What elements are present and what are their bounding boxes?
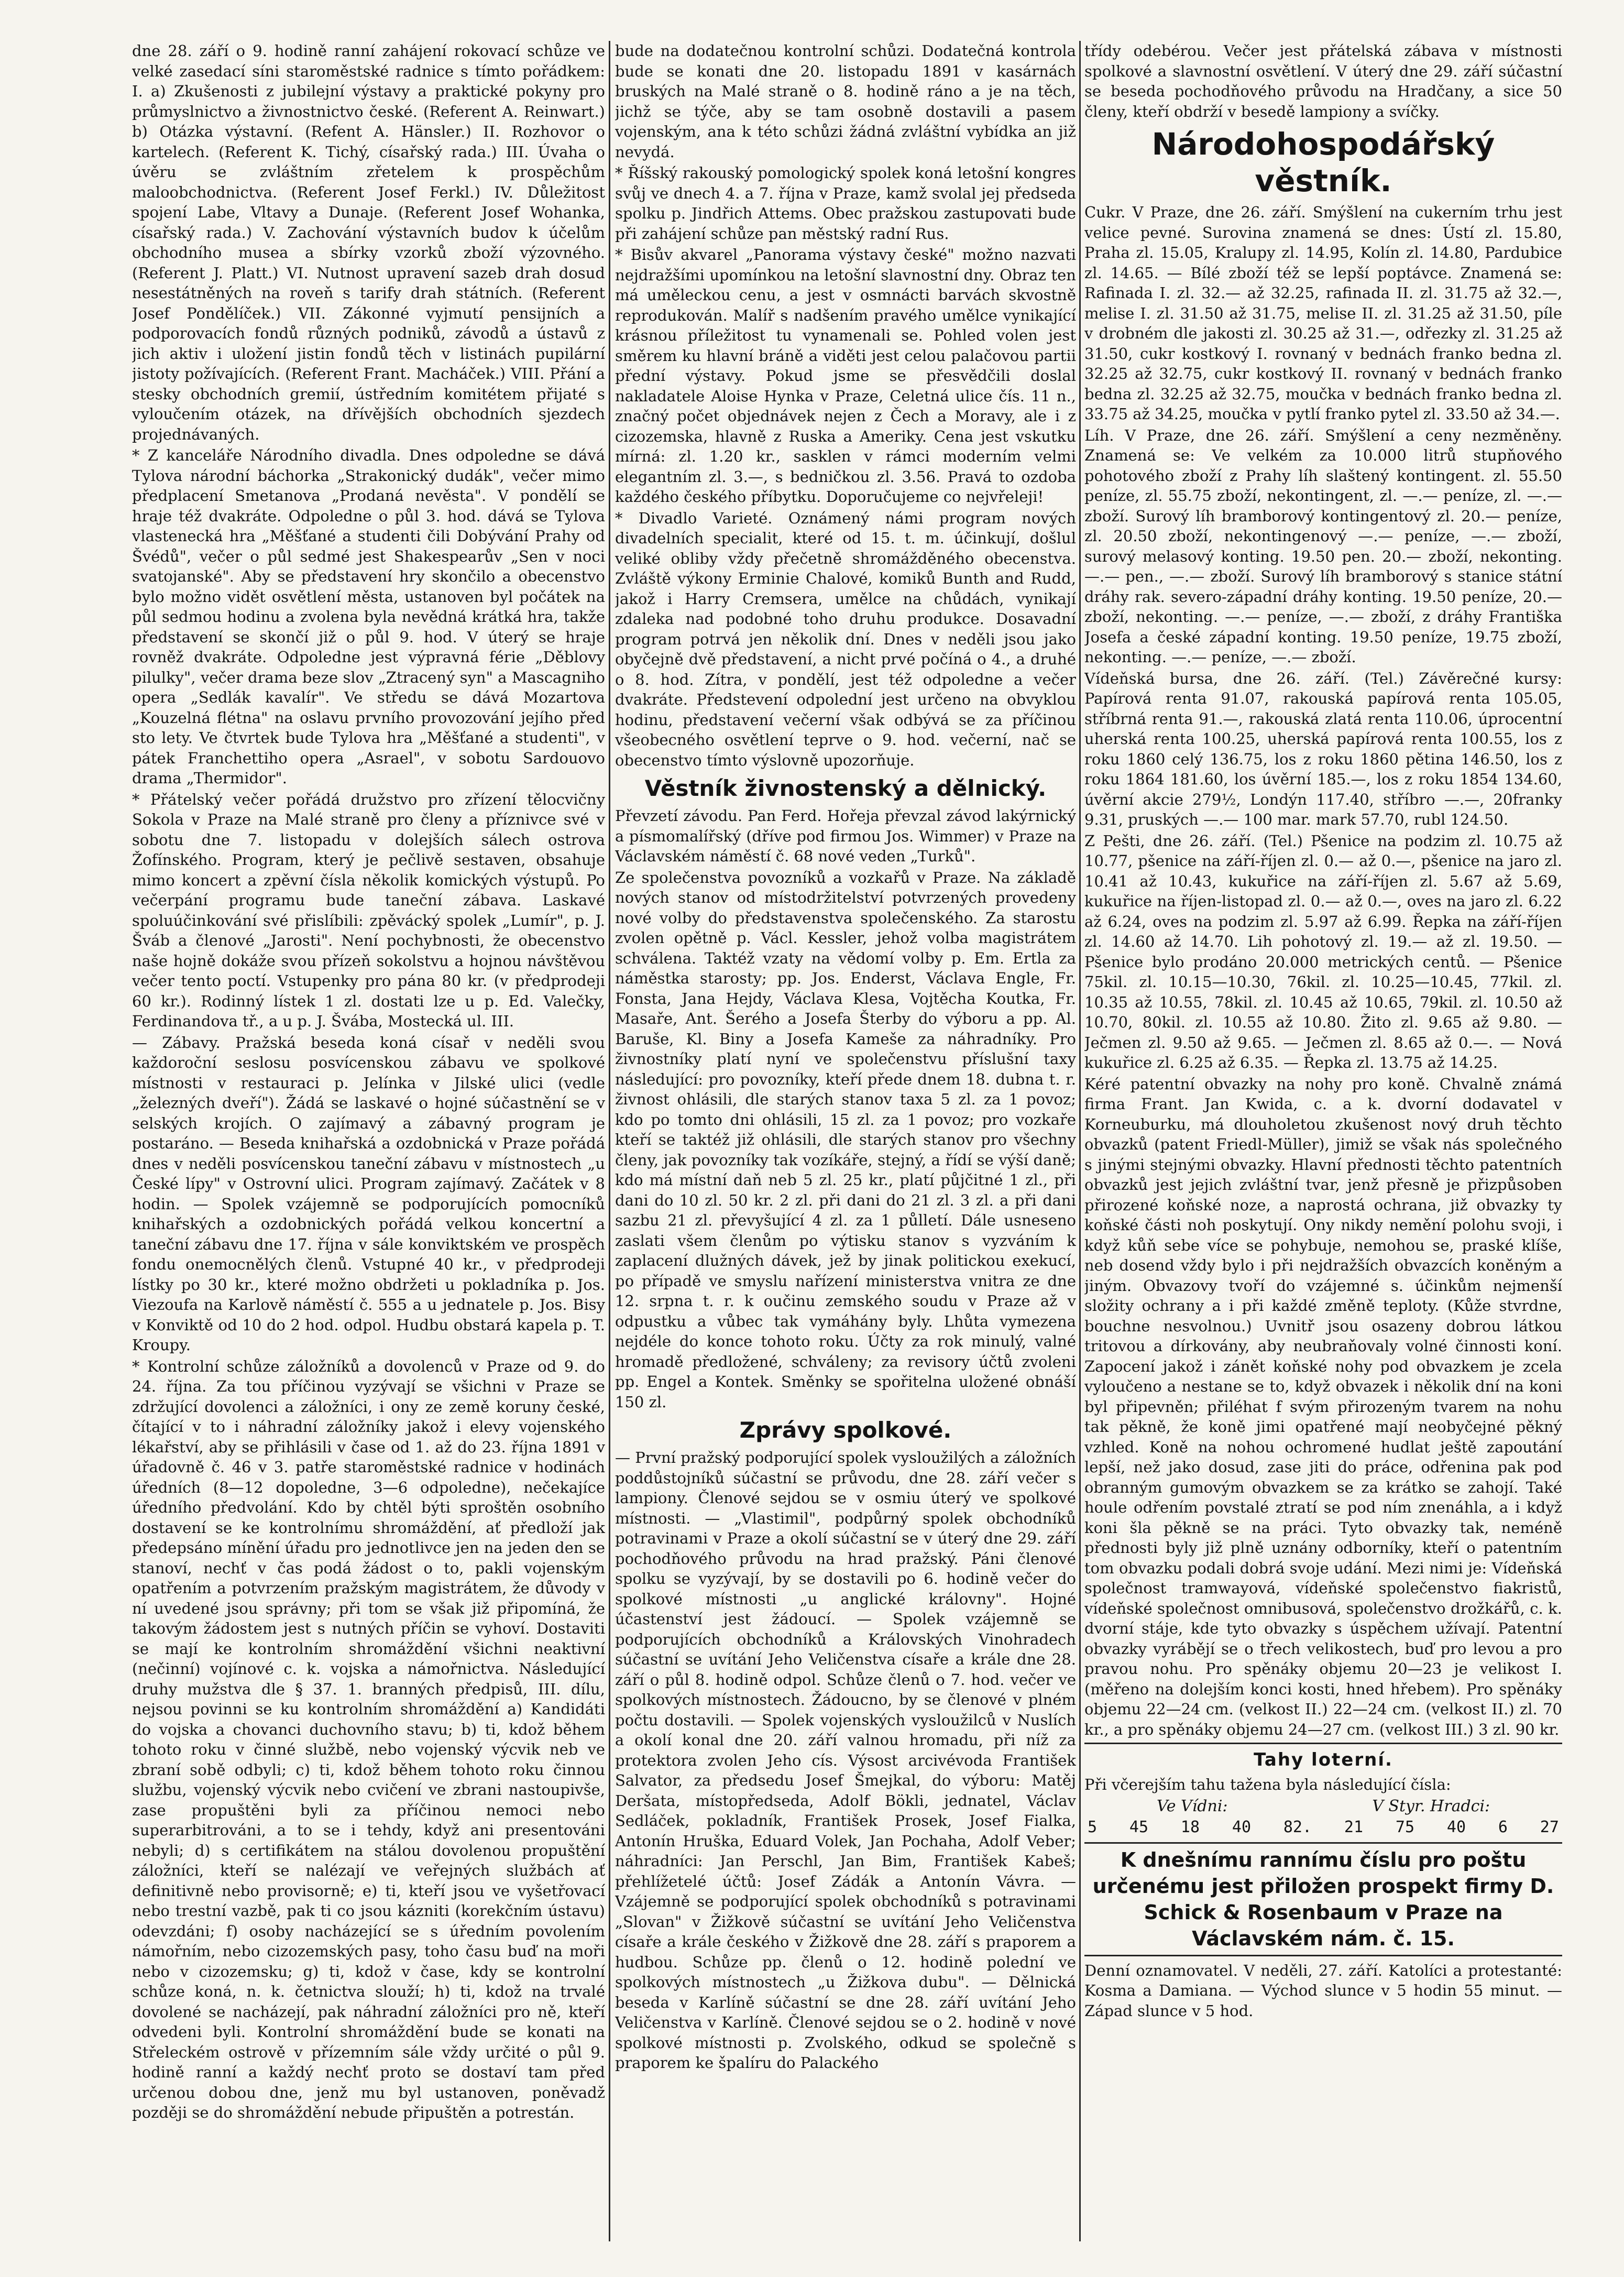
lottery-number: 40 — [1232, 1818, 1252, 1836]
article-paragraph: * Bisův akvarel „Panorama výstavy české" možno nazvati nejdražšími upomínkou na letošní slavnostní dny. Obraz ten má uměleckou cenu, a jest v osmnácti barvách skvostně reprodukován. Malíř s nadšením pravého umělce vynikající krásnou příležitost tu vynamenali se. Pohled volen jest směrem ku hlavní bráně a viděti jest celou palačovou partii přední výstavy. Pokud jsme se přesvědčili doslal nakladatele Aloise Hynka v Praze, Celetná ulice čís. 11 n., značný počet objednávek nejen z Čech a Moravy, ale i z cizozemska, hlavně z Ruska a Ameriky. Cena jest vskutku mírná: zl. 1.20 kr., sasklen v rámci moderním velmi elegantním zl. 3.—, s bedničkou zl. 3.56. Pravá to ozdoba každého českého příbytku. Doporučujeme co nejvřeleji! — [615, 246, 1076, 506]
lottery-number: 5 — [1088, 1818, 1098, 1836]
lottery-number: 82. — [1283, 1818, 1312, 1836]
column-rule — [1079, 41, 1081, 2241]
article-paragraph: — Zábavy. Pražská beseda koná císař v neděli svou každoroční seslosu posvícenskou zábavu ve spolkové místnosti v restauraci p. Jelínka v Jilské ulici (vedle „železných dveří"). Žádá se laskavé o hojné súčastnění se v selských krojích. O zajímavý a zábavný program je postaráno. — Beseda knihařská a ozdobnická v Praze pořádá dnes v neděli posvícenskou taneční zábavu v místnostech „u České lípy" v Ostrovní ulici. Program zajímavý. Začátek v 8 hodin. — Spolek vzájemně se podporujících pomocníků knihařských a ozdobnických pořádá velkou koncertní a taneční zábavu dne 17. října v sále konviktském ve prospěch fondu onemocnělých členů. Vstupné 40 kr., v předprodeji lístky po 30 kr., které možno obdržeti u pokladníka p. Jos. Viezoufa na Karlově náměstí č. 555 a u jednatele p. Jos. Bisy v Konviktě od 10 do 2 hod. odpol. Hudbu obstará kapela p. T. Kroupy. — [132, 1033, 605, 1354]
lottery-places — [1084, 1796, 1562, 1817]
article-paragraph: Ze společenstva povozníků a vozkařů v Praze. Na základě nových stanov od místodržitelství potvrzených provedeny nové volby do představenstva společenského. Za starostu zvolen opětně p. Václ. Kessler, jehož volba magistrátem schválena. Taktéž vzaty na vědomí volby p. Em. Ertla za náměstka starosty; pp. Jos. Enderst, Václava Engle, Fr. Fonsta, Jana Hejdy, Václava Klesa, Vojtěcha Koutka, Fr. Masaře, Ant. Šerého a Josefa Šterby do výboru a pp. Al. Baruše, Kl. Biny a Josefa Kameše za náhradníky. Pro živnostníky platí nyní ve společenstvu příslušní taxy následující: pro povozníky, kteří přede dnem 18. dubna t. r. živnost ohlásili, dle starých stanov taxa 5 zl. za 1 povoz; kdo po tomto dni ohlásili, 15 zl. za 1 povoz; pro vozkaře kteří se taktéž již ohlásili, dle starých stanov pro všechny členy, jak povozníky tak vozíkáře, stejný, a řídí se výší daně; kdo má místní daň neb 5 zl. 25 kr., platí půjčitné 1 zl., při dani do 10 zl. 50 kr. 2 zl. při dani do 21 zl. 3 zl. a při dani sazbu 21 zl. převyšující 4 zl. za 1 půlletí. Dále usneseno zaslati všem členům po výtisku stanov s vyzváním k zaplacení dlužných dávek, jež by jinak politickou exekucí, po případě ve smyslu nařízení ministerstva vnitra ze dne 12. srpna t. r. k oučinu zemského soudu v Praze až v odpustku a vůbec tak vymáhány byly. Lhůta vymezena nejdéle do konce tohoto roku. Účty za rok minulý, valné hromadě předložené, schváleny; za revisory účtů zvoleni pp. Engel a Kontek. Směnky se spořitelna uložené obnáší 150 zl. — [615, 868, 1076, 1411]
article-paragraph: — První pražský podporující spolek vysloužilých a záložních poddůstojníků súčastní se průvodu, dne 28. září večer s lampiony. Členové sejdou se v osmiu úterý ve spolkové místnosti. — „Vlastimil", podpůrný spolek obchodníků potravinami v Praze a okolí súčastní se v úterý dne 29. září pochodňového průvodu na hrad pražský. Páni členové spolku se vyzývají, by se dostavili po 6. hodině večer do spolkové místnosti „u anglické královny". Hojné účastenství jest žádoucí. — Spolek vzájemně se podporujících obchodníků a Královských Vinohradech súčastní se uvítání Jeho Veličenstva císaře a krále dne 28. září o půl 8. hodině odpol. Schůze členů o 7. hod. večer ve spolkových místnostech. Žádoucno, by se členové v plném počtu dostavili. — Spolek vojenských vysloužilců v Nuslích a okolí konal dne 20. září valnou hromadu, při níž za protektora zvolen Jeho cís. Výsost arcivévoda František Salvator, za předsedu Josef Šmejkal, do výboru: Matěj Deršata, místopředseda, Adolf Bökli, jednatel, Václav Sedláček, pokladník, František Prosek, Josef Fialka, Antonín Hruška, Eduard Volek, Jan Pochaha, Adolf Veber; náhradníci: Jan Perschl, Jan Bim, František Kabeš; přehlížetelé účtů: Josef Zádák a Antonín Vávra. — Vzájemně se podporující spolek obchodníků s potravinami „Slovan" v Žižkově súčastní se uvítání Jeho Veličenstva císaře a krále českého v Žižkově dne 28. září s praporem a hudbou. Schůze pp. členů o 12. hodině polední ve spolkových místnostech „u Žižkova dubu". — Dělnická beseda v Karlíně súčastní se dne 28. září uvítání Jeho Veličenstva v Karlíně. Členové sejdou se o 2. hodině v nové spolkové místnosti p. Zvolského, odkud se společně s praporem ke špalíru do Palackého — [615, 1449, 1076, 2072]
lottery-number: 75 — [1395, 1818, 1415, 1836]
divider — [1084, 1743, 1562, 1744]
column-2 — [615, 41, 1076, 2241]
section-heading: Věstník živnostenský a dělnický. — [644, 775, 1047, 801]
lottery-place: V Styr. Hradci: — [1372, 1797, 1490, 1815]
article-paragraph: Líh. V Praze, dne 26. září. Smýšlení a ceny nezměněny. Znamená se: Ve velkém za 10.000 litrů stupňového pohotového zboží z Prahy líh slaštený kontingent. zl. 55.50 peníze, zl. 55.75 zboží, nekontingent, zl. —.— peníze, zl. —.— zboží. Surový líh bramborový kontingentový zl. 20.— peníze, zl. 20.50 zboží, nekontingenový —.— peníze, —.— zboží, surový melasový konting. 19.50 pen. 20.— zboží, nekonting. —.— pen., —.— zboží. Surový líh bramborový s stanice státní dráhy rak. severo-západní dráhy konting. 19.50 peníze, 20.— zboží, nekonting. —.— peníze, —.— zboží, z dráhy Františka Josefa a české západní konting. 19.50 peníze, 19.75 zboží, nekonting. —.— peníze, —.— zboží. — [1084, 426, 1562, 666]
lottery-number: 27 — [1540, 1818, 1559, 1836]
section-heading: Zprávy spolkové. — [739, 1417, 952, 1443]
article-paragraph: * Kontrolní schůze záložníků a dovolenců v Praze od 9. do 24. října. Za tou příčinou vyzývají se všichni v Praze se zdržující dovolenci a záložníci, i ony ze země koruny české, čítající v to i náhradní záložníky jakož i elevy vojenského lékařství, aby se přihlásili v čase od 1. až do 23. října 1891 v úřadovně č. 46 v 3. patře staroměstské radnice v hodinách úředních (8—12 dopoledne, 3—6 odpoledne), nečekajíce úředního předvolání. Kdo by chtěl býti sproštěn osobního dostavení se ke kontrolnímu shromáždění, ať předloží jak předepsáno mínění úřadu pro jednotlivce jen na jeden den se stanoví, nechť v čas podá žádost o to, pakli vojenským opatřením a potvrzením pražským magistrátem, že důvody v ní uvedené jsou správny; při tom se však již připomíná, že takovým žádostem jest s nutných příčin se vyhoví. Dostaviti se mají ke kontrolním shromáždění všichni neaktivní (nečinní) vojínové c. k. vojska a námořnictva. Následující druhy mužstva dle § 37. 1. branných předpisů, III. dílu, nejsou povinni se ku kontrolním shromáždění a) Kandidáti do vojska a chovanci duchovního stavu; b) ti, kdož během tohoto roku v činné službě, nebo vojenský výcvik neb ve zbraní sobě odbyli; c) ti, kdož během tohoto roku činnou službu, vojenský výcvik nebo cvičení ve zbrani nastoupivše, zase propuštěni byli za příčinou nemoci nebo superarbitrováni, a to se i tehdy, když ani presentováni nebyli; d) s certifikátem na stálou dovolenou propuštění záložníci, kteří se nalézají ve veřejných službách ať definitivně nebo provisorně; e) ti, kteří jsou ve vyšetřovací nebo trestní vazbě, pak ti co jsou kázniti (korekčním ústavu) odevzdáni; f) osoby nacházející se s úředním povolením námořním, nebo cizozemských pasy, toho času buď na moři nebo v cizozemsku; g) ti, kdož v čase, kdy se kontrolní schůze koná, n. k. četnictva slouží; h) ti, kdož na trvalé dovolené se nacházejí, pak náhradní záložníci pro ně, kteří odvedeni byli. Kontrolní shromáždění bude se konati na Střeleckém ostrově v přízemním sále vždy určité o půl 9. hodině ranní a každý nechť proto se dostaví tam před určenou dobou dne, jenž mu byl ustanoven, poněvadž později se do shromáždění nebude připuštěn a potrestán. — [132, 1357, 605, 2121]
article-paragraph: dne 28. září o 9. hodině ranní zahájení rokovací schůze ve velké zasedací síni staroměstské radnice s tímto pořádkem: I. a) Zkušenosti z jubilejní výstavy a praktické pokyny pro průmyslnictvo a živnostnictvo české. (Referent A. Reinwart.) b) Otázka výstavní. (Refent A. Hänsler.) II. Rozhovor o kartelech. (Referent K. Tichý, císařský rada.) III. Úvaha o úvěru se zvláštním zřetelem k prospěchům maloobchodnictva. (Referent Josef Ferkl.) IV. Důležitost spojení Labe, Vltavy a Dunaje. (Referent Josef Wohanka, císařský rada.) V. Zachování výstavních budov k účelům obchodního musea a sbírky vzorků zboží výzovného. (Referent J. Platt.) VI. Nutnost upravení sazeb drah dosud nesestátněných na roveň s tarify drah státních. (Referent Josef Pondělíček.) VII. Zákonné vyjmutí pensijních a podporovacích fondů různých podniků, závodů a ústavů z jich aktiv i uložení jistin fondů těch v listinách pupilární jistoty požívajících. (Referent Frant. Macháček.) VIII. Přání a stesky obchodních gremií, ústředním komitétem přijaté s vyloučením otázek, na dřívějších obchodních sjezdech projednávaných. — [132, 42, 605, 443]
article-paragraph: Cukr. V Praze, dne 26. září. Smýšlení na cukerním trhu jest velice pevné. Surovina znamená se dnes: Ústí zl. 15.80, Praha zl. 15.05, Kralupy zl. 14.95, Kolín zl. 14.80, Pardubice zl. 14.65. — Bílé zboží též se lepší poptávce. Znamená se: Rafinada I. zl. 32.— až 32.25, rafinada II. zl. 31.75 až 32.—, melise I. zl. 31.50 až 31.75, melise II. zl. 31.25 až 31.50, píle v drobném dle jakosti zl. 30.25 až 31.—, odřezky zl. 31.25 až 31.50, cukr kostkový I. rovnaný v bednách franko bedna zl. 32.25 až 32.75, cukr kostkový II. rovnaný v bednách franko bedna zl. 32.25 až 32.75, moučka v bednách franko bedna zl. 33.75 až 34.25, moučka v pytlí franko pytel zl. 33.50 až 34.—. — [1084, 203, 1562, 423]
article-paragraph: bude na dodatečnou kontrolní schůzi. Dodatečná kontrola bude se konati dne 20. listopadu 1891 v kasárnách bruských na Malé straně o 8. hodině ráno a je na těch, jichž se týče, aby se tam osobně dostavili a pasem vojenským, ana k této schůzi žádná zvláštní vybídka an již nevydá. — [615, 42, 1076, 161]
article-paragraph: Vídeňská bursa, dne 26. září. (Tel.) Závěrečné kursy: Papírová renta 91.07, rakouská papírová renta 105.05, stříbrná renta 91.—, rakouská zlatá renta 110.06, úprocentní uherská renta 100.25, uherská papírová renta 100.55, los z roku 1860 celý 136.75, los z roku 1860 pětina 146.50, los z roku 1864 181.60, los úvěrní 185.—, los z roku 1854 134.60, úvěrní akcie 279½, Londýn 117.40, stříbro —.—, 20franky 9.31, pruských —.— 100 mar. mark 57.70, rubl 124.50. — [1084, 669, 1562, 828]
article-paragraph: Převzetí závodu. Pan Ferd. Hořeja převzal závod lakýrnický a písmomalířský (dříve pod firmou Jos. Wimmer) v Praze na Václavském náměstí č. 68 nové veden „Turků". — [615, 807, 1076, 865]
article-paragraph: * Přátelský večer pořádá družstvo pro zřízení tělocvičny Sokola v Praze na Malé straně pro členy a příznivce své v sobotu dne 7. listopadu v dolejších sálech ostrova Žofínského. Program, který je pečlivě sestaven, obsahuje mimo koncert a zpěvní čísla několik komických výstupů. Po večerpání programu bude taneční zábava. Laskavé spoluúčinkování své přislíbili: zpěvácký spolek „Lumír", p. J. Šváb a členové „Jarosti". Není pochybnosti, že obecenstvo naše hojně dokáže svou přízeň sokolstvu a hojnou návštěvou večer tento poctí. Vstupenky pro pána 80 kr. (v předprodeji 60 kr.). Rodinný lístek 1 zl. dostati lze u p. Ed. Valečky, Ferdinandova tř., a u p. J. Švába, Mostecká ul. III. — [132, 790, 605, 1030]
lottery-number: 18 — [1180, 1818, 1200, 1836]
column-rule — [609, 41, 610, 2241]
lottery-number: 40 — [1446, 1818, 1466, 1836]
lottery-numbers — [1084, 1817, 1562, 1838]
section-heading: Tahy loterní. — [1254, 1749, 1393, 1770]
column-3 — [1084, 41, 1562, 2241]
daily-calendar: Denní oznamovatel. V neděli, 27. září. Katolíci a protestanté: Kosma a Damiana. — Východ slunce v 5 hodin 55 minut. — Západ slunce v 5 hod. — [1084, 1961, 1562, 2020]
column-1 — [132, 41, 605, 2241]
lottery-number: 45 — [1129, 1818, 1149, 1836]
section-heading: Národohospodářský věstník. — [1151, 126, 1495, 199]
article-paragraph: třídy odebérou. Večer jest přátelská zábava v místnosti spolkové a slavnostní osvětlení. V úterý dne 29. září súčastní se beseda pochodňového průvodu na Hradčany, a sice 50 členy, kteří obdrží v besedě lampiony a svíčky. — [1084, 42, 1562, 121]
article-paragraph: * Z kanceláře Národního divadla. Dnes odpoledne se dává Tylova národní báchorka „Strakonický dudák", večer mimo předplacení Smetanova „Prodaná nevěsta". V pondělí se hraje též dvakráte. Odpoledne o půl 3. hod. dává se Tylova vlastenecká hra „Měšťané a studenti čili Dobývání Prahy od Švédů", večer o půl sedmé jest Shakespearův „Sen v noci svatojanské". Aby se představení hry skončilo a obecenstvo bylo možno vidět osvětlení města, ustanoven byl počátek na půl sedmou hodinu a zvolena byla nevědná krátká hra, takže představení se skončí již o půl 9. hod. V úterý se hraje rovněž dvakráte. Odpoledne jest výpravná férie „Děblovy pilulky", večer drama beze slov „Ztracený syn" a Mascagniho opera „Sedlák kavalír". Ve středu se dává Mozartova „Kouzelná flétna" na oslavu prvního provozování jejího před sto lety. Ve čtvrtek bude Tylova hra „Měšťané a studenti", v pátek Franchettiho opera „Asrael", v sobotu Sardouovo drama „Thermidor". — [132, 446, 605, 787]
lottery-number: 6 — [1498, 1818, 1508, 1836]
advertisement-notice: K dnešnímu rannímu číslu pro poštu určenému jest přiložen prospekt firmy D. Schick & Rosenbaum v Praze na Václavském nám. č. 15. — [1084, 1842, 1562, 1956]
article-paragraph: Kéré patentní obvazky na nohy pro koně. Chvalně známá firma Frant. Jan Kwida, c. a k. dvorní dodavatel v Korneuburku, má dlouholetou zkušenost nový druh těchto obvazků (patent Friedl-Müller), jimiž se však nás společného s jinými stejnými obvazky. Hlavní přednosti těchto patentních obvazků jest jejich zvláštní tvar, jenž přesně je přizpůsoben přirozené koňské noze, a naprostá ochrana, již obvazky ty koňské části noh poskytují. Ony nikdy nemění polohu svoji, i když kůň sebe více se pohybuje, nemohou se, praské klíše, neb dosend vždy bylo i při nejdražších obvazcích koněným a jiným. Obvazovy tvoří do vzájemné s. účinkům nejmenší složity ochrany a i při každé změně teploty. (Kůže stvrdne, bouchne nesvolnou.) Uvnitř jsou osazeny dobrou látkou tritovou a dírkovány, aby neubraňovaly volné činnosti koní. Zapocení jakož i zánět koňské nohy pod obvazkem je zcela vyloučeno a nestane se to, když obvazek i několik dní na koni byl připevněn; přiléhat f svým přirozeným tvarem na nohu tak pěkně, že koně jimi opatřené mají neobyčejné pěkný vzhled. Koně na nohou ochromené hudlat ještě zapoutání lepší, než jako dosud, zase jiti do práce, odřenina pak pod obranným gumovým obvazkem se za krátko se zahojí. Také houle odřením povstalé ztratí se pod ním znenáhla, a i když koni šla pěkně se na práci. Tyto obvazky tak, neméně přednosti byly již plně uznány odborníky, kteří o patentním tom obvazku podali dobrá svoje udání. Mezi nimi je: Vídeňská společnost tramwayová, vídeňské společenstvo fiakristů, vídeňské společnost omnibusová, společenstvo drožkářů, c. k. dvorní stáje, kde tyto obvazky s úspěchem užívají. Patentní obvazky vyrábějí se o třech velikostech, buď pro levou a pro pravou nohu. Pro spěnáky objemu 20—23 je velikost I. (měřeno na dolejším konci kosti, hned hřebem). Pro spěnáky objemu 22—24 cm. (velkost II.) 22—24 cm. (velkost II.) zl. 70 kr., a pro spěnáky objemu 24—27 cm. (velkost III.) 3 zl. 90 kr. — [1084, 1075, 1562, 1738]
article-paragraph: * Divadlo Varieté. Oznámený námi program nových divadelních specialit, které od 15. t. m. účinkují, došlul veliké obliby vždy přečetně shromážděného obecenstva. Zvláště výkony Erminie Chalové, komiků Bunth and Rudd, jakož i Harry Cremsera, umělce na chůdách, vynikají zdaleka nad podobné toho druhu produkce. Dosavadní program potrvá jen několik dní. Dnes v neděli jsou jako obyčejně dvě představení, a nicht prvé počíná o 4., a druhé o 8. hod. Zítra, v pondělí, jest též odpoledne a večer dvakráte. Předstevení odpolední jest určeno na obvyklou hodinu, představení večerní však odbývá se za příčinou všeobecného osvětlení teprve o 9. hod. večerní, nač se obecenstvo tímto výslovně upozorňuje. — [615, 509, 1076, 769]
lottery-place: Ve Vídni: — [1156, 1797, 1228, 1815]
article-paragraph: Z Pešti, dne 26. září. (Tel.) Pšenice na podzim zl. 10.75 až 10.77, pšenice na září-říjen zl. 0.— až 0.—, pšenice na jaro zl. 10.41 až 10.43, kukuřice na září-říjen zl. 5.67 až 5.69, kukuřice na říjen-listopad zl. 0.— až 0.—, oves na jaro zl. 6.22 až 6.24, oves na podzim zl. 5.97 až 6.99. Řepka na září-říjen zl. 14.60 až 14.70. Lih pohotový zl. 19.— až zl. 19.50. — Pšenice bylo prodáno 20.000 metrických centů. — Pšenice 75kil. zl. 10.15—10.30, 76kil. zl. 10.25—10.45, 77kil. zl. 10.35 až 10.55, 78kil. zl. 10.45 až 10.65, 79kil. zl. 10.50 až 10.70, 80kil. zl. 10.55 až 10.80. Žito zl. 9.65 až 9.80. — Ječmen zl. 9.50 až 9.65. — Ječmen zl. 8.65 až 0.—. — Nová kukuřice zl. 6.25 až 6.35. — Řepka zl. 13.75 až 14.25. — [1084, 831, 1562, 1071]
lottery-intro: Při včerejším tahu tažena byla následující čísla: — [1084, 1776, 1451, 1793]
lottery-number: 21 — [1344, 1818, 1364, 1836]
article-paragraph: * Říšský rakouský pomologický spolek koná letošní kongres svůj ve dnech 4. a 7. října v Praze, kamž svolal jej předseda spolku p. Jindřich Attems. Obec pražskou zastupovati bude při zahájení schůze pan městský radní Rus. — [615, 164, 1076, 243]
